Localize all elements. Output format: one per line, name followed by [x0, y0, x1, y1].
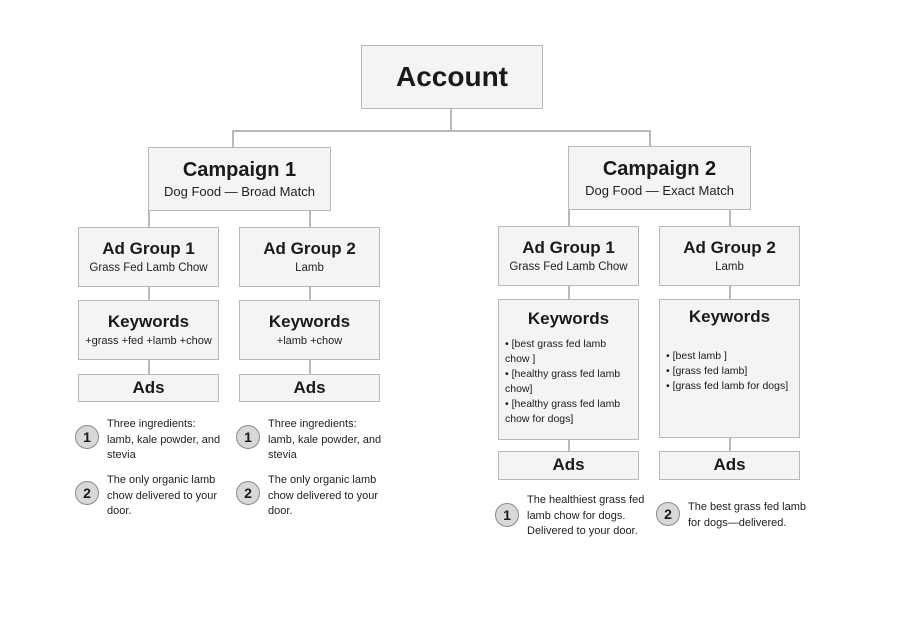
ad-text: The healthiest grass fed lamb chow for dogs. Delivered to your door.: [527, 494, 645, 537]
connector-line: [309, 286, 311, 301]
keyword-item: • [grass fed lamb for dogs]: [666, 379, 789, 392]
campaign-title: Campaign 2: [602, 158, 717, 180]
connector-line: [148, 210, 150, 227]
keywords-title: Keywords: [688, 307, 771, 326]
keyword-item: • [healthy grass fed lamb chow for dogs]: [505, 397, 621, 425]
ad-group-title: Ad Group 1: [102, 239, 195, 259]
c1-ads-1-node: [78, 374, 219, 402]
ad-number-badge: 1: [236, 425, 260, 449]
ad-group-subtitle: Lamb: [715, 260, 744, 273]
c2-ad-group-2-node: [659, 226, 800, 286]
keywords-title: Keywords: [107, 312, 190, 332]
keyword-list: [499, 337, 638, 427]
ad-group-subtitle: Lamb: [295, 261, 324, 274]
campaign-title: Campaign 1: [182, 159, 297, 181]
ad-text: The only organic lamb chow delivered to your door.: [268, 474, 379, 517]
campaign-subtitle: Dog Food — Exact Match: [585, 183, 734, 198]
ad-group-title: Ad Group 1: [522, 238, 615, 258]
campaign-1-node: [148, 147, 331, 211]
c2-ad-group-1-node: [498, 226, 639, 286]
c2-keywords-1-node: [498, 299, 639, 440]
ad-item: [495, 493, 645, 540]
connector-line: [232, 130, 234, 148]
ad-item: [656, 500, 806, 531]
ad-text: Three ingredients: lamb, kale powder, and stevia: [107, 418, 221, 461]
ad-text: The best grass fed lamb for dogs—delivered.: [688, 501, 807, 529]
ads-title: Ads: [713, 455, 746, 475]
c2-keywords-2-node: [659, 299, 800, 438]
keyword-item: • [healthy grass fed lamb chow]: [505, 367, 621, 395]
c1-ads-2-node: [239, 374, 380, 402]
ad-item: [75, 417, 225, 464]
connector-line: [729, 209, 731, 226]
ad-item: [236, 417, 386, 464]
ad-number-badge: 1: [495, 503, 519, 527]
keyword-list: [660, 349, 794, 394]
ad-item: [236, 473, 386, 520]
ad-text: The only organic lamb chow delivered to your door.: [107, 474, 218, 517]
ad-group-title: Ad Group 2: [263, 239, 356, 259]
connector-line: [729, 285, 731, 300]
ad-text: Three ingredients: lamb, kale powder, and stevia: [268, 418, 382, 461]
connector-line: [232, 130, 650, 132]
ad-number-badge: 2: [656, 502, 680, 526]
connector-line: [568, 439, 570, 451]
connector-line: [450, 108, 452, 131]
campaign-subtitle: Dog Food — Broad Match: [163, 184, 316, 199]
connector-line: [729, 437, 731, 451]
keyword-item: • [grass fed lamb]: [666, 364, 748, 377]
ad-number-badge: 2: [75, 481, 99, 505]
ad-number-badge: 1: [75, 425, 99, 449]
keyword-item: • [best lamb ]: [666, 349, 727, 362]
ad-group-title: Ad Group 2: [683, 238, 776, 258]
c1-keywords-2-node: [239, 300, 380, 360]
ads-title: Ads: [293, 377, 326, 397]
connector-line: [148, 359, 150, 374]
ads-title: Ads: [132, 377, 165, 397]
c2-ads-2-node: [659, 451, 800, 480]
connector-line: [568, 209, 570, 226]
c1-ad-group-2-node: [239, 227, 380, 287]
ads-title: Ads: [552, 455, 585, 475]
account-title: Account: [396, 60, 508, 92]
connector-line: [568, 285, 570, 300]
connector-line: [309, 210, 311, 227]
keyword-item: +grass +fed +lamb +chow: [85, 334, 212, 347]
campaign-2-node: [568, 146, 751, 210]
keywords-title: Keywords: [268, 312, 351, 332]
connector-line: [309, 359, 311, 374]
ad-number-badge: 2: [236, 481, 260, 505]
ad-group-subtitle: Grass Fed Lamb Chow: [509, 260, 628, 273]
ad-group-subtitle: Grass Fed Lamb Chow: [89, 261, 208, 274]
c1-keywords-1-node: [78, 300, 219, 360]
connector-line: [649, 130, 651, 147]
c1-ad-group-1-node: [78, 227, 219, 287]
ad-item: [75, 473, 225, 520]
keyword-item: • [best grass fed lamb chow ]: [505, 337, 607, 365]
keyword-item: +lamb +chow: [276, 334, 343, 347]
account-node: [361, 45, 543, 109]
connector-line: [148, 286, 150, 301]
c2-ads-1-node: [498, 451, 639, 480]
keywords-title: Keywords: [527, 309, 610, 328]
